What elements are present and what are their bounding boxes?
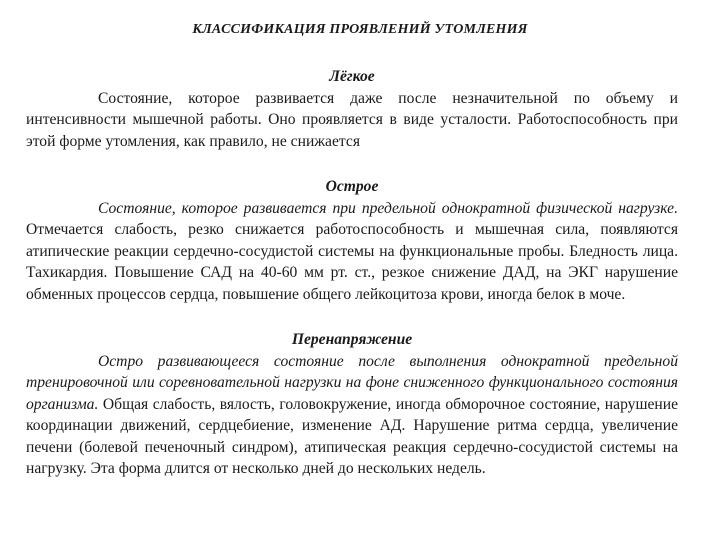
section-paragraph: [26, 351, 678, 480]
italic-definition: Состояние, которое развивается при предельной однократной физической нагрузке.: [98, 199, 678, 217]
section-heading: Лёгкое: [329, 68, 375, 85]
paragraph-text: Отмечается слабость, резко снижается работоспособность и мышечная сила, появляются атипические реакции сердечно-сосудистой системы на функциональные пробы. Бледность лица. Тахикардия. Повышение САД на 40-60 мм рт. ст., резкое снижение ДАД, на ЭКГ нарушение обменных процессов сердца, повышение общего лейкоцитоза крови, иногда белок в моче.: [26, 221, 678, 303]
section-paragraph: [26, 88, 678, 153]
section-paragraph: [26, 198, 678, 306]
section-light-fatigue: [26, 66, 678, 152]
document-title: КЛАССИФИКАЦИЯ ПРОЯВЛЕНИЙ УТОМЛЕНИЯ: [192, 22, 528, 37]
section-heading: Острое: [325, 178, 379, 195]
paragraph-text: Общая слабость, вялость, головокружение, иногда обморочное состояние, нарушение координации движений, сердцебиение, изменение АД. Нарушение ритма сердца, увеличение печени (болевой печеночный синдром), атипическая реакция сердечно-сосудистой системы на нагрузку. Эта форма длится от несколько дней до нескольких недель.: [26, 395, 678, 477]
section-heading: Перенапряжение: [291, 331, 413, 348]
paragraph-text: Состояние, которое развивается даже после незначительной по объему и интенсивности мышечной работы. Оно проявляется в виде усталости. Работоспособность при этой форме утомления, как правило, не снижается: [26, 89, 678, 150]
italic-definition: Остро развивающееся состояние после выполнения однократной предельной тренировочной или соревновательной нагрузки на фоне сниженного функционального состояния организма.: [26, 352, 678, 413]
section-overstrain: [26, 329, 678, 480]
section-acute-fatigue: [26, 176, 678, 305]
